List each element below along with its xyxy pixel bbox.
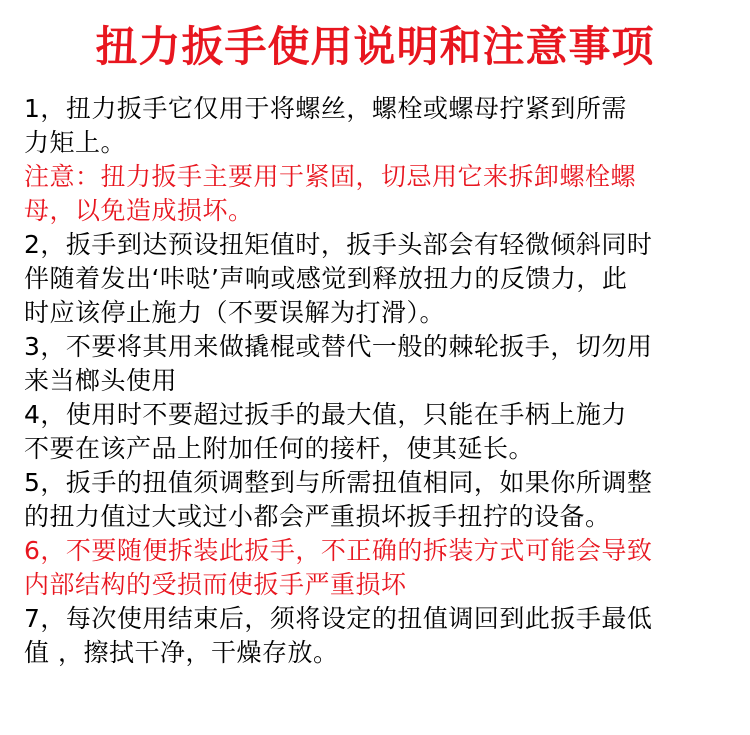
text-line-5: 2，扳手到达预设扭矩值时，扳手头部会有轻微倾斜同时 (24, 230, 653, 259)
instruction-body (24, 92, 736, 670)
text-line-7: 时应该停止施力（不要误解为打滑）。 (24, 298, 446, 327)
warning-line-3: 6，不要随便拆装此扳手，不正确的拆装方式可能会导致 (24, 536, 653, 565)
text-line-17: 值 ，擦拭干净，干燥存放。 (24, 638, 339, 667)
text-line-12: 5，扳手的扭值须调整到与所需扭值相同，如果你所调整 (24, 468, 653, 497)
text-line-6: 伴随着发出‘咔哒’声响或感觉到释放扭力的反馈力，此 (24, 264, 628, 293)
page-title: 扭力扳手使用说明和注意事项 (95, 22, 655, 71)
text-line-10: 4，使用时不要超过扳手的最大值，只能在手柄上施力 (24, 400, 627, 429)
text-line-2: 力矩上。 (24, 128, 127, 157)
text-line-8: 3，不要将其用来做撬棍或替代一般的棘轮扳手，切勿用 (24, 332, 653, 361)
warning-line-2: 母，以免造成损坏。 (24, 196, 254, 225)
text-line-9: 来当榔头使用 (24, 366, 178, 395)
text-line-16: 7，每次使用结束后，须将设定的扭值调回到此扳手最低 (24, 604, 653, 633)
text-line-11: 不要在该产品上附加任何的接杆，使其延长。 (24, 434, 535, 463)
warning-line-1: 注意：扭力扳手主要用于紧固，切忌用它来拆卸螺栓螺 (24, 162, 637, 191)
warning-line-4: 内部结构的受损而使扳手严重损坏 (24, 570, 407, 599)
text-line-1: 1，扭力扳手它仅用于将螺丝，螺栓或螺母拧紧到所需 (24, 94, 627, 123)
text-line-13: 的扭力值过大或过小都会严重损坏扳手扭拧的设备。 (24, 502, 611, 531)
